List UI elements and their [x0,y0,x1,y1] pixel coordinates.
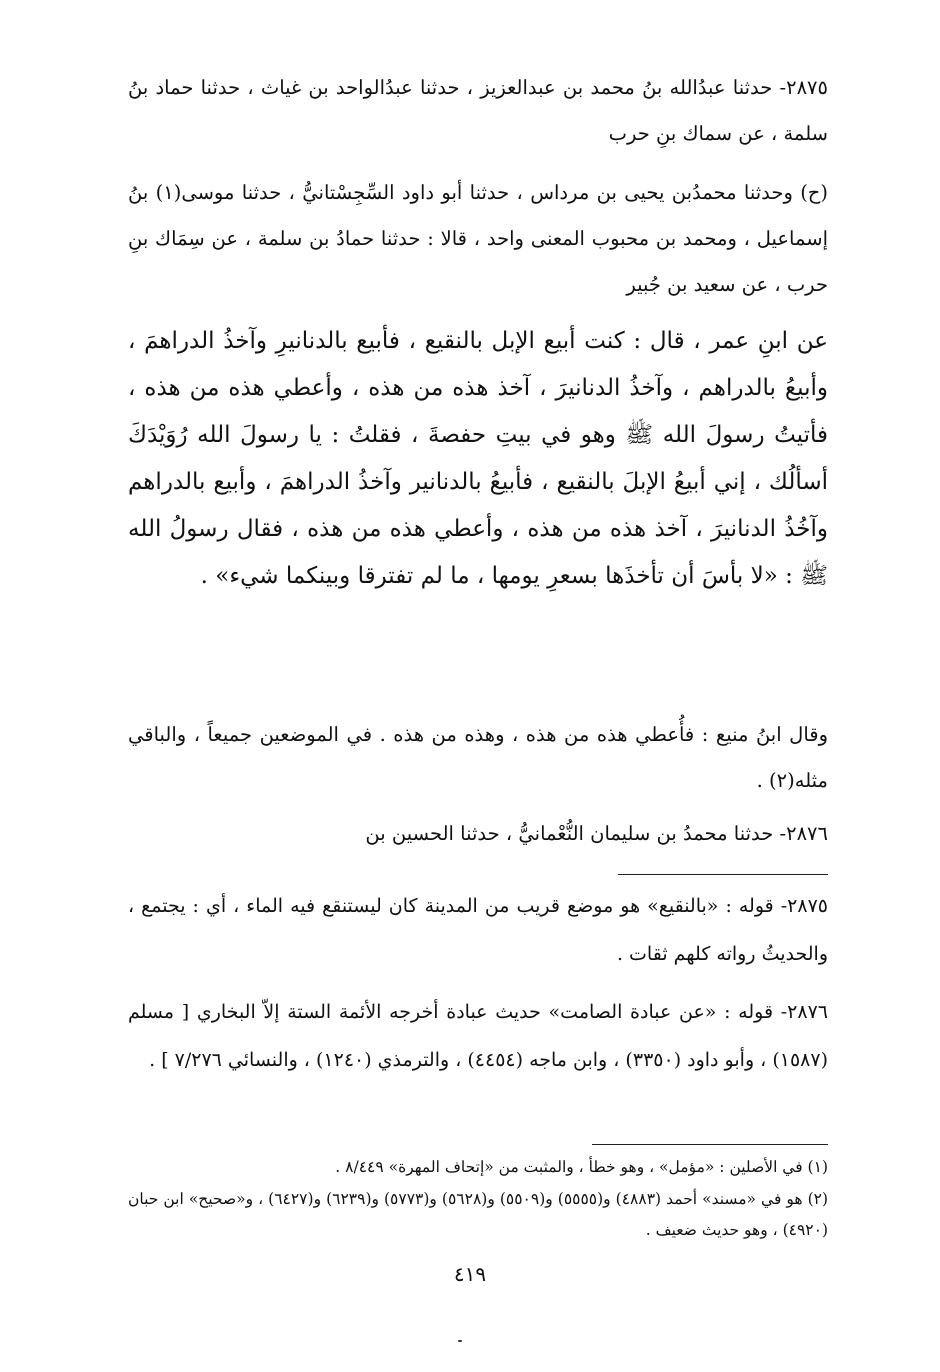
page-number: ٤١٩ [453,1262,487,1286]
hadith-2875-variant-note: وقال ابنُ منيع : فأُعطي هذه من هذه ، وهذه من هذه . في الموضعين جميعاً ، والباقي مثله(٢) . [128,723,828,792]
commentary-separator-line [618,874,828,875]
commentary-2876: ٢٨٧٦- قوله : «عن عبادة الصامت» حديث عبادة أخرجه الأئمة الستة إلاّ البخاري [ مسلم (١٥٨٧) ، وأبو داود (٣٣٥٠) ، وابن ماجه (٤٤٥٤) ، والترمذي (١٢٤٠) ، والنسائي ٧/٢٧٦ ] . [128,1001,828,1071]
commentary-2875: ٢٨٧٥- قوله : «بالنقيع» هو موضع قريب من المدينة كان ليستنقع فيه الماء ، أي : يجتمع ، والحديثُ رواته كلهم ثقات . [128,895,828,965]
footnote-2: (٢) هو في «مسند» أحمد (٤٨٨٣) و(٥٥٥٥) و(٥٥٠٩) و(٥٦٢٨) و(٥٧٧٣) و(٦٢٣٩) و(٦٤٢٧) ، و«صحيح» ابن حبان (٤٩٢٠) ، وهو حديث ضعيف . [128,1190,829,1239]
isnad-2875-first: ٢٨٧٥- حدثنا عبدُالله بنُ محمد بن عبدالعزيز ، حدثنا عبدُالواحد بن غياث ، حدثنا حماد بنُ سلمة ، عن سماك بنِ حرب [128,76,828,145]
footnote-separator-line [592,1144,828,1145]
footnote-1: (١) في الأصلين : «مؤمل» ، وهو خطأ ، والمثبت من «إتحاف المهرة» ٨/٤٤٩ . [335,1158,828,1176]
hadith-2875-matn: عن ابنِ عمر ، قال : كنت أبيع الإبل بالنقيع ، فأبيع بالدنانيرِ وآخذُ الدراهمَ ، وأبيعُ بالدراهم ، وآخذُ الدنانيرَ ، آخذ هذه من هذه ، وأعطي هذه من هذه ، فأتيتُ رسولَ الله ﷺ وهو في بيتِ حفصةَ ، فقلتُ : يا رسولَ الله رُوَيْدَكَ أسألُك ، إني أبيعُ الإبلَ بالنقيع ، فأبيعُ بالدنانير وآخذُ الدراهمَ ، وأبيع بالدراهم وآخُذُ الدنانيرَ ، آخذ هذه من هذه ، وأعطي هذه من هذه ، فقال رسولُ الله ﷺ : «لا بأسَ أن تأخذَها بسعرِ يومها ، ما لم تفترقا وبينكما شيء» . [128,328,828,589]
isnad-2875-second: (ح) وحدثنا محمدُبن يحيى بن مرداس ، حدثنا أبو داود السِّجِسْتانيُّ ، حدثنا موسى(١) بنُ إسماعيل ، ومحمد بن محبوب المعنى واحد ، قالا : حدثنا حمادُ بن سلمة ، عن سِمَاك بنِ حرب ، عن سعيد بن جُبير [128,181,829,296]
isnad-2876-start: ٢٨٧٦- حدثنا محمدُ بن سليمان النُّعْمانيُّ ، حدثنا الحسين بن [365,822,828,845]
scan-speck [458,1340,462,1342]
